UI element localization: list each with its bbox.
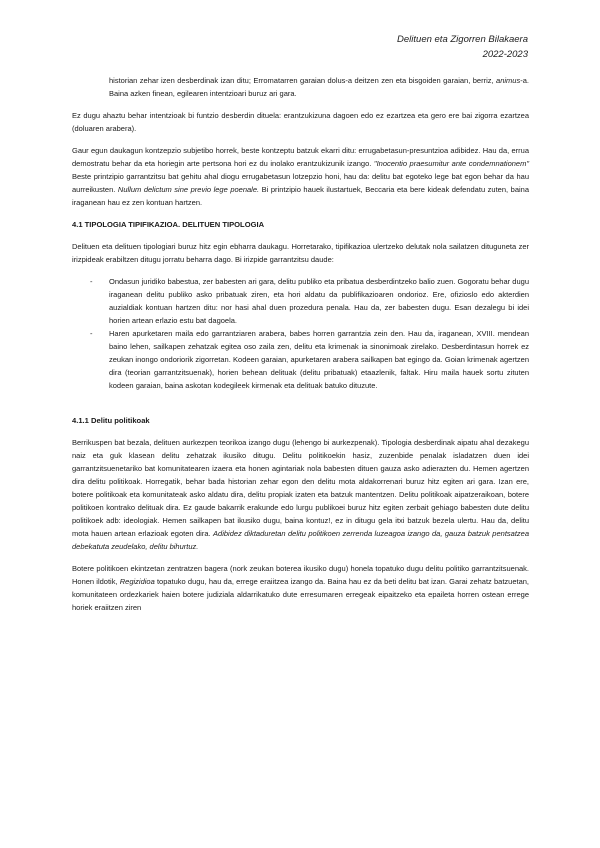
header-title: Delituen eta Zigorren Bilakaera	[397, 34, 528, 45]
header-year: 2022-2023	[482, 49, 528, 60]
paragraph-two-functions: Ez dugu ahaztu behar intentzioak bi funtzio desberdin dituela: erantzukizuna dagoen edo ez ezartzea eta gero ere bai zigorra ezartzea (doluaren arabera).	[72, 111, 529, 133]
text-run: -a. Baina azken finean, egilearen intentzioari buruz ari gara.	[109, 76, 529, 98]
text-run: Beste printzipio garrantzitsu bat gehitu ahal diogu errugabetasun lotzepzio honi, hau da: delitu bat egoteko lege bat egon behar da hau aurreikusten.	[72, 172, 529, 194]
list-item-text: Haren apurketaren maila edo garrantziaren arabera, babes horren garrantzia zein den. Hau da, iraganean, XVIII. mendean baino lehen, sailkapen zehatzak egitea oso zaila zen, delitu eta krimenak ia sinonimoak zirelako. Desberdintasun horrek ez zeukan inongo ondoriorik zigorretan. Kodeen garaian, apurketaren arabera sailkapen bat egingo da. Goian krimenak agertzen dira (teorian garrantzitsuenak), horien behean delituak (delitu pribatuak) etaazlenik, faltak. Hiru maila hauek sortu zituten kodeen garaian, baina askotan kodegileek kirmenak eta delituak batuko dituzute.	[109, 329, 529, 390]
text-run: Bi printzipio hauek ilustartuek, Beccaria eta bere kideak defendatu zuten, baina iraganean hau ez zen kontuan hartzen.	[72, 185, 529, 207]
text-run: Berrikuspen bat bezala, delituen aurkezpen teorikoa izango dugu (lehengo bi aurkezpenak). Tipologia desberdinak aipatu ahal dezakegu naiz eta guk klasean delitu zehatzak ikusiko ditugu. Delitu politikoekin hasiz, zuzenbide penalak isladatzen duen idei garrantzitsuenetariko bat komunitatearen izaera eta honen agintariak nola babesten dituen gauza asko adierazten du. Hemen agertzen dira delitu politikoak. Horregatik, behar bada historian zehar egon den delitu mota aldakorrenari buruz hitz egiten ari gara. Izan ere, botere politikoak eta komunitateak asko aldatu dira, delitu propiak izaten eta batzuk mantentzen. Delitu politikoak aipatzeraikoan, botere politikoen kontrako delituak dira. Ez gaude bakarrik erakunde edo lurgu publikoei buruz hitz egiten zerbait gehiago babesten dute delitu politikoek adb: ideologiak. Hemen sailkapen bat ikusiko dugu, baina kontuz!, ez in ditugu gela itxi batzuk bezela ulertu. Hau da, delitu mota hauen artean erlazioak egoten dira.	[72, 438, 529, 538]
text-run: Botere politikoen ekintzetan zentratzen bagera (nork zeukan boterea ikusiko dugu) honela topatuko dugu delitu politiko garrantzitsuenak. Honen ildotik,	[72, 564, 529, 586]
running-header	[397, 32, 528, 62]
text-run: Gaur egun daukagun kontzepzio subjetibo horrek, beste kontzeptu batzuk ekarri ditu: errugabetasun-presuntzioa adibidez. Hau da, errua demostratu behar da eta horiegin arte pertsona hori ez du inolako erantzukizunik izango.	[72, 146, 529, 168]
section-heading-4-1-1: 4.1.1 Delitu politikoak	[72, 416, 150, 425]
paragraph-concept	[72, 144, 529, 209]
criteria-list	[72, 275, 529, 392]
italic-term: Regizidioa	[119, 577, 155, 586]
paragraph-political-crimes	[72, 436, 529, 553]
section-4-1-intro: Delituen eta delituen tipologiari buruz hitz egin ebharra daukagu. Horretarako, tipifikazioa ulertzeko delutak nola sailatzen dituguneta zer irizpideak erabiltzen ditugu jorratu beharra dago. Bi irizpide garrantzitsu daude:	[72, 242, 529, 264]
text-run: topatuko dugu, hau da, errege eraiitzea izango da. Baina hau ez da beti delitu bat izan. Garai zehatz batzuetan, komunitateen ordezkariek haien botere judiziala aldarrikatuko dute erresumaren erregeak eipaitzeko eta epaileta horren ostean errege horiek eraiitzen ziren	[72, 577, 530, 612]
bullet-dash: -	[90, 329, 93, 338]
list-item-text: Ondasun juridiko babestua, zer babesten ari gara, delitu publiko eta pribatua desberdintzeko balio zuen. Gogoratu behar dugu iraganean delitu publiko asko pribatuak ziren, eta hori aldatu da publifikazioaren ondorioz. Ere, ofizioslo edo akterdien auzialdiak kontuan hartzen ditu: nor hasi ahal duen prozedura penala. Hau da, zer babesten dugu. Esan dezalegu bi idei horien artean erlazio estu bat dagoela.	[109, 277, 529, 325]
section-heading-4-1: 4.1 TIPOLOGIA TIPIFIKAZIOA. DELITUEN TIPOLOGIA	[72, 220, 265, 229]
list-item	[72, 275, 529, 327]
bullet-dash: -	[90, 277, 93, 286]
list-item	[72, 327, 529, 392]
paragraph-intro-continuation	[72, 74, 529, 100]
latin-quote: "Inocentio praesumitur ante condemnationem"	[373, 159, 530, 168]
paragraph-political-power	[72, 562, 529, 614]
latin-quote: Nullum delictum sine previo lege poenale.	[117, 185, 260, 194]
italic-example: Adibidez diktaduretan delitu politikoen zerrenda luzeagoa izango da, gauza batzuk pentsatzea debekatuta zeudelako, delitu bihurtuz.	[72, 529, 530, 551]
document-body	[72, 74, 529, 614]
text-run: historian zehar izen desberdinak izan ditu; Erromatarren garaian dolus-a deitzen zen eta bisgoiden garaian, berriz,	[109, 76, 497, 85]
italic-term: animus	[496, 76, 521, 85]
